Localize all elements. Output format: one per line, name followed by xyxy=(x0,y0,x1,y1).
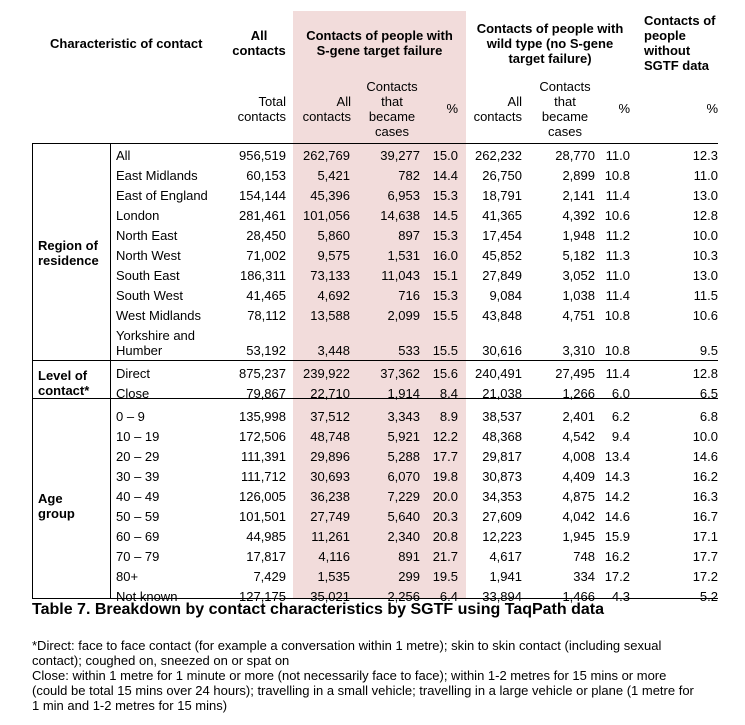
row-label: Close xyxy=(116,386,150,401)
cell-wild-became-cases: 28,770 xyxy=(555,148,595,163)
cell-total-contacts: 154,144 xyxy=(239,188,286,203)
cell-sgtf-all-contacts: 37,512 xyxy=(310,409,350,424)
cell-sgtf-all-contacts: 101,056 xyxy=(303,208,350,223)
cell-sgtf-pct: 16.0 xyxy=(432,248,458,263)
cell-wild-became-cases: 2,899 xyxy=(562,168,595,183)
cell-sgtf-pct: 12.2 xyxy=(432,429,458,444)
cell-wild-all-contacts: 34,353 xyxy=(482,489,522,504)
cell-sgtf-pct: 19.5 xyxy=(432,569,458,584)
cell-sgtf-all-contacts: 11,261 xyxy=(311,529,350,544)
cell-wild-all-contacts: 41,365 xyxy=(482,208,522,223)
cell-sgtf-all-contacts: 30,693 xyxy=(310,469,350,484)
cell-total-contacts: 135,998 xyxy=(239,409,286,424)
cell-sgtf-pct: 15.3 xyxy=(432,188,458,203)
cell-wild-pct: 11.4 xyxy=(605,288,630,303)
cell-wild-pct: 11.2 xyxy=(605,228,630,243)
cell-wild-became-cases: 1,945 xyxy=(562,529,595,544)
cell-wild-became-cases: 1,948 xyxy=(562,228,595,243)
cell-wild-all-contacts: 33,894 xyxy=(482,589,522,604)
row-label: 0 – 9 xyxy=(116,409,145,424)
group-label: group xyxy=(38,506,75,521)
cell-without-sgtf-pct: 10.3 xyxy=(692,248,718,263)
subheader-wild-became-4: cases xyxy=(548,124,582,139)
cell-sgtf-all-contacts: 9,575 xyxy=(317,248,350,263)
note-line: Close: within 1 metre for 1 minute or more (not necessarily face to face); within 1-2 metres for 15 mins or more xyxy=(32,668,667,683)
cell-wild-all-contacts: 4,617 xyxy=(489,549,522,564)
cell-wild-all-contacts: 43,848 xyxy=(482,308,522,323)
cell-wild-pct: 10.8 xyxy=(604,308,630,323)
subheader-total-2: contacts xyxy=(237,109,286,124)
cell-wild-became-cases: 5,182 xyxy=(562,248,595,263)
cell-sgtf-all-contacts: 35,021 xyxy=(310,589,350,604)
subheader-total-1: Total xyxy=(258,94,286,109)
cell-total-contacts: 79,867 xyxy=(246,386,286,401)
row-label: All xyxy=(116,148,131,163)
row-label: South West xyxy=(116,288,183,303)
cell-sgtf-pct: 15.6 xyxy=(432,366,458,381)
cell-sgtf-pct: 20.3 xyxy=(432,509,458,524)
cell-sgtf-all-contacts: 1,535 xyxy=(317,569,350,584)
cell-sgtf-pct: 14.4 xyxy=(432,168,458,183)
cell-wild-all-contacts: 1,941 xyxy=(489,569,522,584)
cell-without-sgtf-pct: 11.5 xyxy=(693,288,718,303)
cell-wild-became-cases: 4,751 xyxy=(562,308,595,323)
cell-sgtf-pct: 15.1 xyxy=(432,268,458,283)
cell-sgtf-became-cases: 3,343 xyxy=(387,409,420,424)
note-line: 1 min and 1-2 metres for 15 mins) xyxy=(32,698,228,713)
row-label: East Midlands xyxy=(116,168,198,183)
cell-total-contacts: 41,465 xyxy=(246,288,286,303)
header-sgtf-1: Contacts of people with xyxy=(306,28,453,43)
cell-wild-pct: 14.6 xyxy=(604,509,630,524)
cell-wild-all-contacts: 17,454 xyxy=(482,228,522,243)
cell-sgtf-all-contacts: 13,588 xyxy=(310,308,350,323)
header-characteristic: Characteristic of contact xyxy=(50,36,203,51)
subheader-wild-all-2: contacts xyxy=(473,109,522,124)
cell-total-contacts: 60,153 xyxy=(246,168,286,183)
cell-sgtf-pct: 15.5 xyxy=(432,343,458,358)
header-without-2: people xyxy=(644,28,686,43)
header-sgtf-2: S-gene target failure xyxy=(316,43,443,58)
cell-wild-became-cases: 1,038 xyxy=(562,288,595,303)
cell-wild-became-cases: 4,542 xyxy=(562,429,595,444)
cell-wild-pct: 11.0 xyxy=(605,268,630,283)
subheader-wild-became-2: that xyxy=(554,94,576,109)
cell-total-contacts: 17,817 xyxy=(246,549,286,564)
header-without-1: Contacts of xyxy=(644,13,716,28)
cell-sgtf-became-cases: 1,531 xyxy=(387,248,420,263)
cell-sgtf-all-contacts: 4,692 xyxy=(317,288,350,303)
cell-total-contacts: 956,519 xyxy=(239,148,286,163)
cell-wild-pct: 6.0 xyxy=(611,386,630,401)
cell-wild-pct: 6.2 xyxy=(611,409,630,424)
cell-wild-pct: 10.6 xyxy=(604,208,630,223)
group-label: Age xyxy=(38,491,63,506)
cell-wild-pct: 13.4 xyxy=(604,449,630,464)
cell-wild-pct: 17.2 xyxy=(604,569,630,584)
cell-wild-pct: 14.3 xyxy=(604,469,630,484)
table-left-rule xyxy=(32,143,33,599)
cell-without-sgtf-pct: 9.5 xyxy=(699,343,718,358)
cell-without-sgtf-pct: 11.0 xyxy=(693,168,718,183)
cell-wild-pct: 11.4 xyxy=(605,188,630,203)
cell-wild-all-contacts: 9,084 xyxy=(489,288,522,303)
row-label: Yorkshire and xyxy=(116,328,196,343)
header-without-4: SGTF data xyxy=(644,58,710,73)
cell-wild-became-cases: 2,401 xyxy=(562,409,595,424)
cell-sgtf-all-contacts: 5,860 xyxy=(317,228,350,243)
cell-without-sgtf-pct: 5.2 xyxy=(699,589,718,604)
cell-sgtf-all-contacts: 262,769 xyxy=(303,148,350,163)
row-label: 80+ xyxy=(116,569,139,584)
cell-sgtf-pct: 15.0 xyxy=(432,148,458,163)
cell-total-contacts: 111,712 xyxy=(240,469,286,484)
cell-without-sgtf-pct: 12.8 xyxy=(692,208,718,223)
cell-wild-all-contacts: 12,223 xyxy=(482,529,522,544)
group-label: Level of xyxy=(38,368,88,383)
cell-sgtf-became-cases: 1,914 xyxy=(387,386,420,401)
cell-total-contacts: 44,985 xyxy=(246,529,286,544)
subheader-wild-became-3: became xyxy=(541,109,589,124)
cell-sgtf-became-cases: 5,640 xyxy=(387,509,420,524)
group-divider-rule xyxy=(110,143,111,599)
cell-wild-all-contacts: 30,873 xyxy=(482,469,522,484)
cell-total-contacts: 172,506 xyxy=(239,429,286,444)
row-label: North East xyxy=(116,228,178,243)
cell-wild-pct: 15.9 xyxy=(604,529,630,544)
subheader-sgtf-became-3: became xyxy=(368,109,416,124)
row-label: 40 – 49 xyxy=(116,489,160,504)
cell-sgtf-became-cases: 39,277 xyxy=(380,148,420,163)
row-label: 20 – 29 xyxy=(116,449,160,464)
cell-sgtf-became-cases: 2,340 xyxy=(387,529,420,544)
cell-wild-became-cases: 4,042 xyxy=(562,509,595,524)
cell-without-sgtf-pct: 12.8 xyxy=(692,366,718,381)
cell-sgtf-pct: 20.8 xyxy=(432,529,458,544)
cell-wild-all-contacts: 30,616 xyxy=(482,343,522,358)
cell-sgtf-pct: 14.5 xyxy=(432,208,458,223)
cell-wild-pct: 4.3 xyxy=(611,589,630,604)
cell-without-sgtf-pct: 13.0 xyxy=(692,188,718,203)
subheader-wild-became-1: Contacts xyxy=(539,79,591,94)
cell-wild-pct: 11.4 xyxy=(605,366,630,381)
header-rule xyxy=(32,143,718,144)
cell-wild-became-cases: 4,008 xyxy=(562,449,595,464)
subheader-sgtf-all-1: All xyxy=(336,94,351,109)
cell-sgtf-pct: 8.4 xyxy=(439,386,458,401)
cell-without-sgtf-pct: 16.2 xyxy=(692,469,718,484)
cell-sgtf-all-contacts: 22,710 xyxy=(310,386,350,401)
cell-wild-pct: 10.8 xyxy=(604,343,630,358)
cell-sgtf-all-contacts: 3,448 xyxy=(317,343,350,358)
cell-sgtf-all-contacts: 5,421 xyxy=(317,168,350,183)
row-label: Humber xyxy=(116,343,163,358)
note-line: contact); coughed on, sneezed on or spat on xyxy=(32,653,290,668)
cell-sgtf-became-cases: 5,288 xyxy=(387,449,420,464)
cell-wild-all-contacts: 21,038 xyxy=(482,386,522,401)
cell-total-contacts: 71,002 xyxy=(246,248,286,263)
cell-total-contacts: 126,005 xyxy=(239,489,286,504)
cell-total-contacts: 281,461 xyxy=(239,208,286,223)
row-label: London xyxy=(116,208,160,223)
cell-without-sgtf-pct: 12.3 xyxy=(692,148,718,163)
cell-wild-pct: 9.4 xyxy=(611,429,630,444)
cell-total-contacts: 875,237 xyxy=(239,366,286,381)
cell-without-sgtf-pct: 6.8 xyxy=(699,409,718,424)
cell-sgtf-became-cases: 533 xyxy=(398,343,420,358)
cell-sgtf-all-contacts: 36,238 xyxy=(310,489,350,504)
row-label: Not known xyxy=(116,589,178,604)
cell-sgtf-became-cases: 716 xyxy=(398,288,420,303)
group-label: residence xyxy=(38,253,99,268)
subheader-wild-all-1: All xyxy=(507,94,522,109)
cell-wild-all-contacts: 38,537 xyxy=(482,409,522,424)
cell-wild-became-cases: 27,495 xyxy=(555,366,595,381)
cell-wild-pct: 11.0 xyxy=(605,148,630,163)
cell-sgtf-became-cases: 897 xyxy=(398,228,420,243)
cell-without-sgtf-pct: 17.2 xyxy=(692,569,718,584)
header-without-3: without xyxy=(644,43,691,58)
cell-total-contacts: 127,175 xyxy=(239,589,286,604)
subheader-wild-pct: % xyxy=(618,101,630,116)
cell-total-contacts: 186,311 xyxy=(239,268,286,283)
header-all-contacts-2: contacts xyxy=(232,43,286,58)
group-rule-1 xyxy=(32,360,718,361)
cell-sgtf-pct: 8.9 xyxy=(439,409,458,424)
header-wild-1: Contacts of people with xyxy=(476,21,624,36)
cell-wild-all-contacts: 262,232 xyxy=(475,148,522,163)
cell-sgtf-pct: 15.3 xyxy=(432,228,458,243)
cell-sgtf-all-contacts: 27,749 xyxy=(310,509,350,524)
cell-wild-became-cases: 334 xyxy=(573,569,595,584)
subheader-sgtf-became-1: Contacts xyxy=(366,79,418,94)
cell-without-sgtf-pct: 6.5 xyxy=(699,386,718,401)
cell-without-sgtf-pct: 13.0 xyxy=(692,268,718,283)
cell-without-sgtf-pct: 16.3 xyxy=(692,489,718,504)
note-line: (could be total 15 mins over 24 hours); travelling in a small vehicle; travelling in a large vehicle or plane (1 metre for xyxy=(32,683,694,698)
cell-wild-all-contacts: 27,849 xyxy=(482,268,522,283)
header-all-contacts-1: All xyxy=(250,28,268,43)
cell-wild-all-contacts: 27,609 xyxy=(482,509,522,524)
cell-sgtf-pct: 20.0 xyxy=(432,489,458,504)
cell-sgtf-all-contacts: 4,116 xyxy=(318,549,350,564)
cell-wild-became-cases: 3,052 xyxy=(562,268,595,283)
note-line: *Direct: face to face contact (for example a conversation within 1 metre); skin to skin contact (including sexual xyxy=(32,638,662,653)
cell-wild-all-contacts: 26,750 xyxy=(482,168,522,183)
cell-wild-all-contacts: 240,491 xyxy=(475,366,522,381)
subheader-without-pct: % xyxy=(706,101,718,116)
cell-sgtf-became-cases: 14,638 xyxy=(380,208,420,223)
cell-sgtf-became-cases: 37,362 xyxy=(380,366,420,381)
cell-sgtf-became-cases: 6,953 xyxy=(387,188,420,203)
cell-sgtf-all-contacts: 48,748 xyxy=(310,429,350,444)
cell-total-contacts: 111,391 xyxy=(240,449,286,464)
cell-total-contacts: 53,192 xyxy=(246,343,286,358)
header-wild-2: wild type (no S-gene xyxy=(486,36,614,51)
cell-sgtf-all-contacts: 73,133 xyxy=(310,268,350,283)
header-wild-3: target failure) xyxy=(508,51,592,66)
cell-wild-all-contacts: 18,791 xyxy=(482,188,522,203)
cell-sgtf-pct: 15.3 xyxy=(432,288,458,303)
cell-sgtf-became-cases: 782 xyxy=(398,168,420,183)
cell-without-sgtf-pct: 14.6 xyxy=(692,449,718,464)
cell-sgtf-became-cases: 2,099 xyxy=(387,308,420,323)
cell-total-contacts: 7,429 xyxy=(253,569,286,584)
cell-total-contacts: 78,112 xyxy=(247,308,286,323)
cell-wild-became-cases: 3,310 xyxy=(562,343,595,358)
row-label: West Midlands xyxy=(116,308,202,323)
cell-wild-pct: 10.8 xyxy=(604,168,630,183)
cell-sgtf-all-contacts: 239,922 xyxy=(303,366,350,381)
cell-without-sgtf-pct: 10.0 xyxy=(692,228,718,243)
cell-wild-became-cases: 1,466 xyxy=(562,589,595,604)
cell-wild-became-cases: 4,875 xyxy=(562,489,595,504)
cell-sgtf-became-cases: 2,256 xyxy=(387,589,420,604)
cell-wild-all-contacts: 45,852 xyxy=(482,248,522,263)
cell-sgtf-became-cases: 891 xyxy=(398,549,420,564)
cell-wild-became-cases: 748 xyxy=(573,549,595,564)
cell-without-sgtf-pct: 10.0 xyxy=(692,429,718,444)
cell-wild-became-cases: 2,141 xyxy=(562,188,595,203)
cell-wild-pct: 14.2 xyxy=(604,489,630,504)
cell-sgtf-pct: 19.8 xyxy=(432,469,458,484)
cell-sgtf-pct: 15.5 xyxy=(432,308,458,323)
cell-total-contacts: 28,450 xyxy=(246,228,286,243)
subheader-sgtf-became-2: that xyxy=(381,94,403,109)
cell-sgtf-pct: 6.4 xyxy=(439,589,458,604)
cell-wild-all-contacts: 48,368 xyxy=(482,429,522,444)
row-label: 60 – 69 xyxy=(116,529,160,544)
row-label: South East xyxy=(116,268,180,283)
cell-without-sgtf-pct: 17.1 xyxy=(692,529,718,544)
cell-sgtf-pct: 17.7 xyxy=(432,449,458,464)
row-label: 30 – 39 xyxy=(116,469,160,484)
row-label: 10 – 19 xyxy=(116,429,160,444)
row-label: Direct xyxy=(116,366,150,381)
cell-sgtf-became-cases: 6,070 xyxy=(387,469,420,484)
cell-wild-became-cases: 4,409 xyxy=(562,469,595,484)
cell-sgtf-all-contacts: 45,396 xyxy=(310,188,350,203)
subheader-sgtf-pct: % xyxy=(446,101,458,116)
cell-sgtf-became-cases: 11,043 xyxy=(381,268,420,283)
cell-without-sgtf-pct: 16.7 xyxy=(692,509,718,524)
cell-sgtf-all-contacts: 29,896 xyxy=(310,449,350,464)
cell-wild-pct: 16.2 xyxy=(604,549,630,564)
row-label: 70 – 79 xyxy=(116,549,160,564)
row-label: 50 – 59 xyxy=(116,509,160,524)
subheader-sgtf-all-2: contacts xyxy=(302,109,351,124)
cell-total-contacts: 101,501 xyxy=(239,509,286,524)
group-label: contact* xyxy=(38,383,90,398)
group-label: Region of xyxy=(38,238,98,253)
cell-wild-became-cases: 1,266 xyxy=(562,386,595,401)
cell-without-sgtf-pct: 10.6 xyxy=(692,308,718,323)
subheader-sgtf-became-4: cases xyxy=(375,124,409,139)
row-label: East of England xyxy=(116,188,208,203)
row-label: North West xyxy=(116,248,181,263)
cell-wild-all-contacts: 29,817 xyxy=(482,449,522,464)
cell-without-sgtf-pct: 17.7 xyxy=(692,549,718,564)
cell-sgtf-became-cases: 5,921 xyxy=(387,429,420,444)
cell-sgtf-pct: 21.7 xyxy=(432,549,458,564)
cell-wild-became-cases: 4,392 xyxy=(562,208,595,223)
cell-sgtf-became-cases: 299 xyxy=(398,569,420,584)
cell-wild-pct: 11.3 xyxy=(605,248,630,263)
cell-sgtf-became-cases: 7,229 xyxy=(387,489,420,504)
table-caption: Table 7. Breakdown by contact characteristics by SGTF using TaqPath data xyxy=(32,601,604,618)
